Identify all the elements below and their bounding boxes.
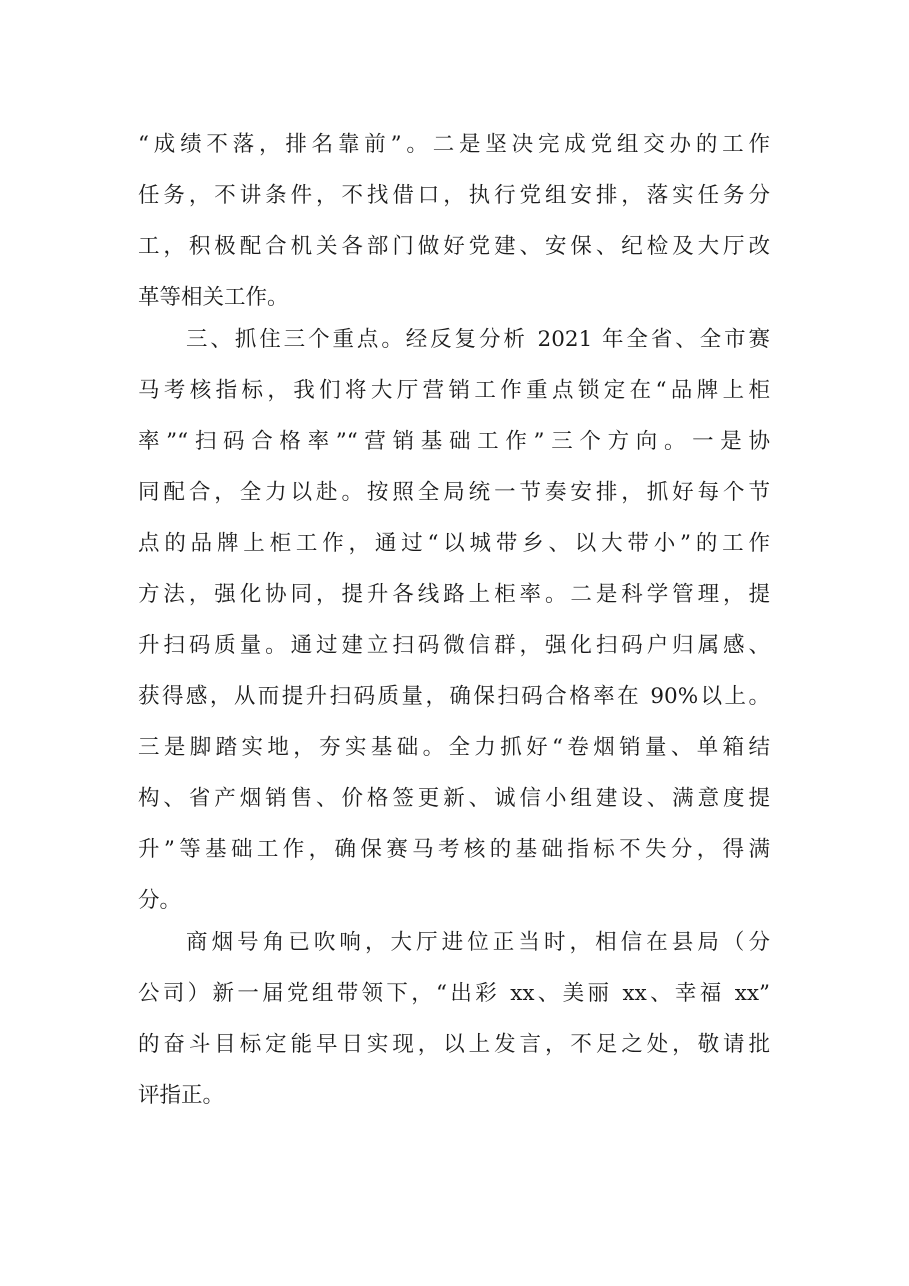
paragraph-2-line-1: 三、抓住三个重点。经反复分析 2021 年全省、全市赛 (186, 327, 770, 352)
paragraph-2-line-10: 构、省产烟销售、价格签更新、诚信小组建设、满意度提 (138, 786, 770, 811)
paragraph-1-line-4: 革等相关工作。 (138, 285, 289, 310)
paragraph-1-line-3: 工，积极配合机关各部门做好党建、安保、纪检及大厅改 (138, 234, 770, 259)
paragraph-2-line-3: 率”“扫码合格率”“营销基础工作”三个方向。一是协 (138, 429, 770, 454)
paragraph-1-line-1: “成绩不落，排名靠前”。二是坚决完成党组交办的工作 (138, 132, 770, 157)
paragraph-2-line-12: 分。 (138, 888, 182, 913)
paragraph-3-line-2: 公司）新一届党组带领下，“出彩 xx、美丽 xx、幸福 xx” (138, 981, 770, 1006)
paragraph-2-line-9: 三是脚踏实地，夯实基础。全力抓好“卷烟销量、单箱结 (138, 735, 770, 760)
paragraph-2-line-7: 升扫码质量。通过建立扫码微信群，强化扫码户归属感、 (138, 633, 770, 658)
paragraph-3-line-3: 的奋斗目标定能早日实现，以上发言，不足之处，敬请批 (138, 1032, 770, 1057)
paragraph-2-line-6: 方法，强化协同，提升各线路上柜率。二是科学管理，提 (138, 582, 770, 607)
paragraph-1-line-2: 任务，不讲条件，不找借口，执行党组安排，落实任务分 (138, 183, 770, 208)
paragraph-3-line-1: 商烟号角已吹响，大厅进位正当时，相信在县局（分 (186, 930, 770, 955)
paragraph-2-line-5: 点的品牌上柜工作，通过“以城带乡、以大带小”的工作 (138, 531, 770, 556)
paragraph-2-line-2: 马考核指标，我们将大厅营销工作重点锁定在“品牌上柜 (138, 378, 770, 403)
paragraph-3-line-4: 评指正。 (138, 1083, 225, 1108)
paragraph-2-line-8: 获得感，从而提升扫码质量，确保扫码合格率在 90%以上。 (138, 684, 770, 709)
paragraph-2-line-4: 同配合，全力以赴。按照全局统一节奏安排，抓好每个节 (138, 480, 770, 505)
paragraph-2-line-11: 升”等基础工作，确保赛马考核的基础指标不失分，得满 (138, 837, 770, 862)
